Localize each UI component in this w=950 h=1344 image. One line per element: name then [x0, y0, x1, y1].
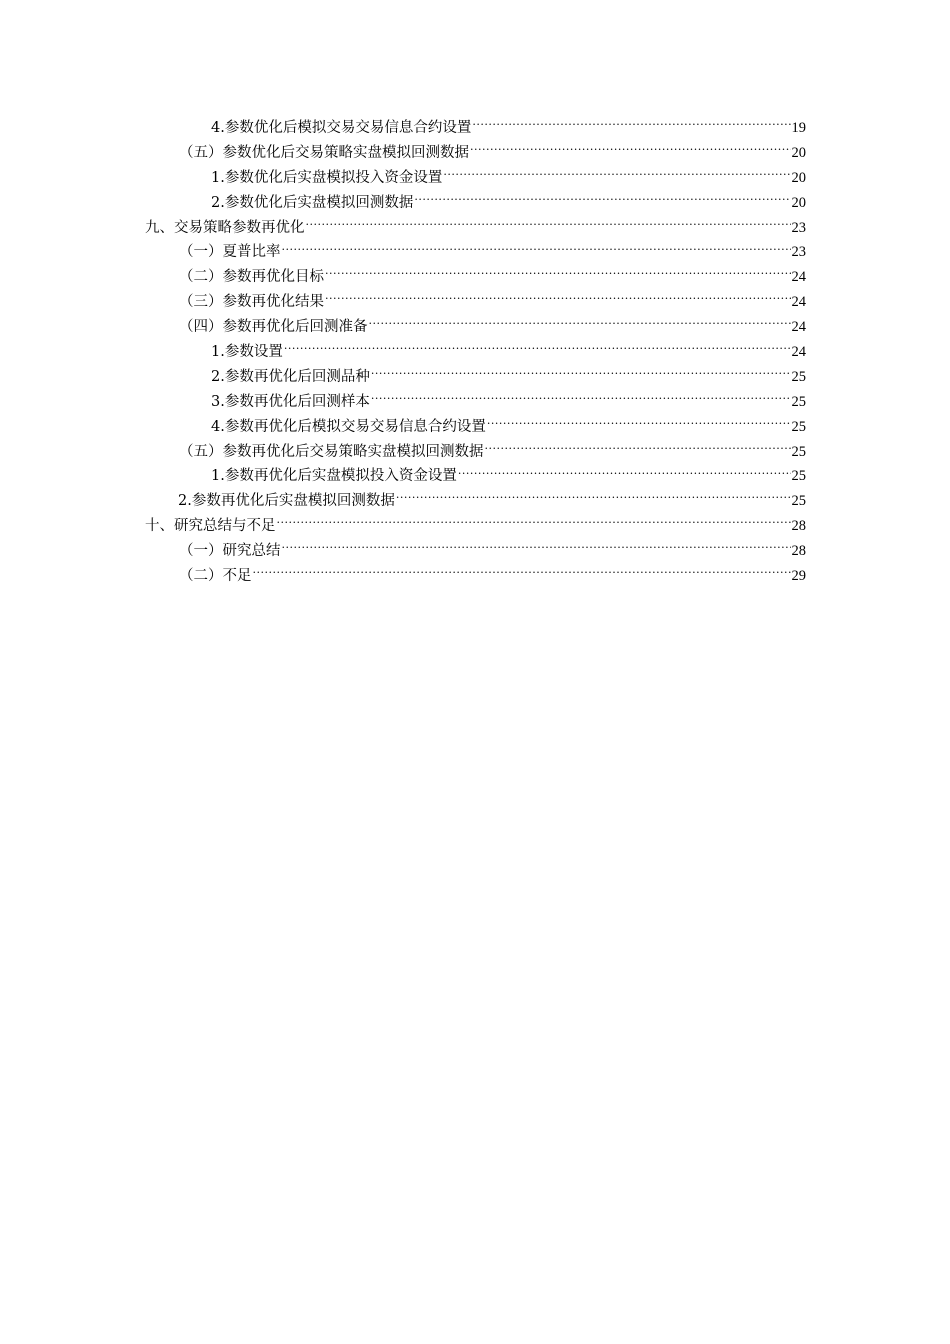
toc-entry[interactable] [145, 440, 806, 465]
toc-page-number: 28 [791, 518, 806, 535]
toc-entry-label: （一）夏普比率 [179, 244, 281, 261]
toc-entry[interactable] [145, 240, 806, 265]
toc-dot-leader [277, 516, 791, 530]
toc-entry-label: 十、研究总结与不足 [145, 518, 276, 535]
toc-page-number: 20 [791, 169, 806, 186]
toc-entry-label: 2.参数优化后实盘模拟回测数据 [211, 194, 414, 211]
toc-entry[interactable] [145, 191, 806, 216]
toc-dot-leader [371, 392, 791, 406]
toc-entry[interactable] [145, 514, 806, 539]
toc-dot-leader [325, 292, 791, 306]
toc-dot-leader [487, 417, 791, 431]
toc-page-number: 29 [791, 568, 806, 585]
toc-entry-label: （二）不足 [179, 568, 252, 585]
toc-page-number: 25 [791, 443, 806, 460]
toc-entry[interactable] [145, 365, 806, 390]
toc-entry-label: 2.参数再优化后回测品种 [211, 368, 370, 385]
toc-entry[interactable] [145, 539, 806, 564]
toc-page-number: 20 [791, 194, 806, 211]
toc-entry[interactable] [145, 141, 806, 166]
toc-page-number: 20 [791, 144, 806, 161]
toc-entry[interactable] [145, 464, 806, 489]
toc-dot-leader [472, 118, 790, 132]
toc-dot-leader [282, 242, 791, 256]
toc-entry-label: 4.参数再优化后模拟交易交易信息合约设置 [211, 418, 486, 435]
toc-page-number: 28 [791, 543, 806, 560]
toc-entry[interactable] [145, 265, 806, 290]
toc-dot-leader [369, 317, 791, 331]
toc-page-number: 19 [791, 120, 806, 136]
toc-dot-leader [396, 491, 791, 505]
toc-page-number: 23 [791, 219, 806, 236]
toc-entry-label: （三）参数再优化结果 [179, 294, 324, 311]
toc-page-number: 25 [791, 368, 806, 385]
toc-entry-label: 3.参数再优化后回测样本 [211, 393, 370, 410]
toc-entry-label: 1.参数设置 [211, 344, 283, 361]
toc-entry-label: （五）参数再优化后交易策略实盘模拟回测数据 [179, 443, 484, 460]
toc-dot-leader [284, 342, 791, 356]
toc-page-number: 24 [791, 344, 806, 361]
toc-entry[interactable] [145, 489, 806, 514]
toc-dot-leader [414, 193, 790, 207]
toc-dot-leader [443, 168, 790, 182]
toc-entry[interactable] [145, 390, 806, 415]
toc-entry-label: （四）参数再优化后回测准备 [179, 319, 368, 336]
toc-entry-label: （一）研究总结 [179, 543, 281, 560]
toc-entry-label: 1.参数优化后实盘模拟投入资金设置 [211, 169, 443, 186]
toc-entry[interactable] [145, 290, 806, 315]
toc-dot-leader [458, 466, 791, 480]
toc-page-number: 25 [791, 493, 806, 510]
toc-dot-leader [485, 442, 791, 456]
toc-page-number: 24 [791, 269, 806, 286]
toc-dot-leader [371, 367, 791, 381]
toc-page-number: 25 [791, 393, 806, 410]
toc-entry[interactable] [145, 564, 806, 589]
toc-dot-leader [282, 541, 791, 555]
toc-entry[interactable] [145, 116, 806, 141]
toc-entry[interactable] [145, 166, 806, 191]
toc-entry[interactable] [145, 216, 806, 241]
toc-dot-leader [325, 267, 791, 281]
toc-page-number: 24 [791, 294, 806, 311]
toc-entry-label: 1.参数再优化后实盘模拟投入资金设置 [211, 468, 457, 485]
toc-entry-label: （二）参数再优化目标 [179, 269, 324, 286]
table-of-contents [145, 116, 806, 589]
toc-entry-label: 4.参数优化后模拟交易交易信息合约设置 [211, 120, 472, 136]
toc-dot-leader [306, 218, 791, 232]
toc-entry[interactable] [145, 340, 806, 365]
toc-entry-label: （五）参数优化后交易策略实盘模拟回测数据 [179, 144, 469, 161]
toc-page-number: 24 [791, 319, 806, 336]
toc-entry[interactable] [145, 315, 806, 340]
toc-dot-leader [470, 143, 791, 157]
toc-entry[interactable] [145, 415, 806, 440]
toc-page-number: 23 [791, 244, 806, 261]
toc-entry-label: 2.参数再优化后实盘模拟回测数据 [178, 493, 395, 510]
toc-page-number: 25 [791, 418, 806, 435]
toc-entry-label: 九、交易策略参数再优化 [145, 219, 305, 236]
toc-page-number: 25 [791, 468, 806, 485]
toc-dot-leader [253, 566, 791, 580]
